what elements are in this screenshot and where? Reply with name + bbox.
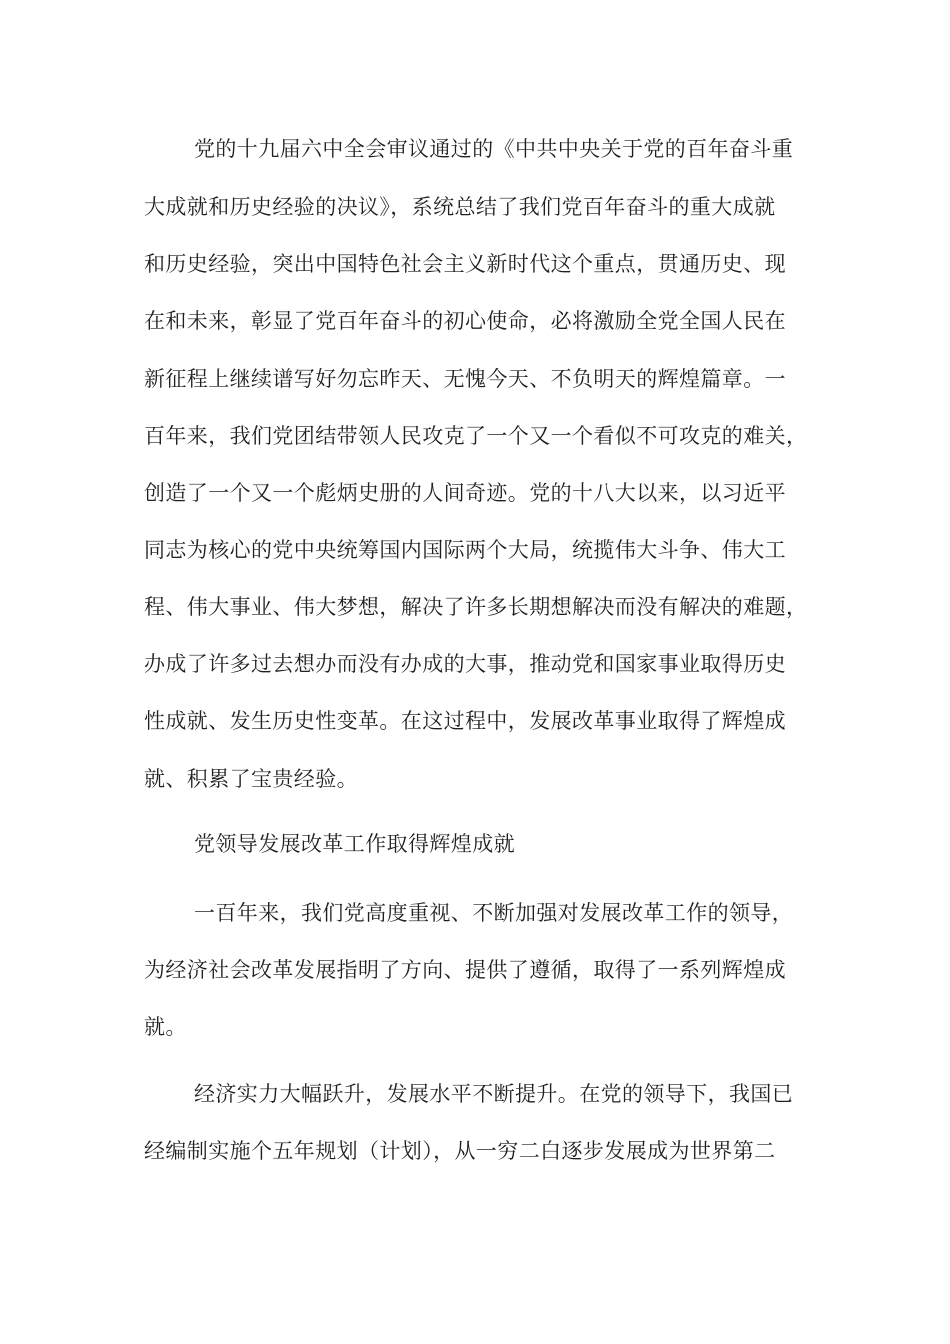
paragraph-3-line-1: 经济实力大幅跃升，发展水平不断提升。在党的领导下，我国已 bbox=[194, 1082, 794, 1106]
paragraph-1-line-5: 新征程上继续谱写好勿忘昨天、无愧今天、不负明天的辉煌篇章。一 bbox=[144, 367, 786, 391]
paragraph-1-line-12: 就、积累了宝贵经验。 bbox=[144, 767, 358, 791]
paragraph-1-line-4: 在和未来，彰显了党百年奋斗的初心使命，必将激励全党全国人民在 bbox=[144, 309, 786, 333]
paragraph-1-line-1: 党的十九届六中全会审议通过的《中共中央关于党的百年奋斗重 bbox=[194, 137, 794, 161]
paragraph-1-line-7: 创造了一个又一个彪炳史册的人间奇迹。党的十八大以来，以习近平 bbox=[144, 481, 786, 505]
paragraph-2-line-3: 就。 bbox=[144, 1015, 187, 1039]
paragraph-1-line-11: 性成就、发生历史性变革。在这过程中，发展改革事业取得了辉煌成 bbox=[144, 709, 786, 733]
paragraph-1-line-9: 程、伟大事业、伟大梦想，解决了许多长期想解决而没有解决的难题， bbox=[144, 595, 808, 619]
paragraph-3-line-2: 经编制实施个五年规划（计划），从一穷二白逐步发展成为世界第二 bbox=[144, 1139, 776, 1163]
paragraph-2-line-1: 一百年来，我们党高度重视、不断加强对发展改革工作的领导， bbox=[194, 901, 794, 925]
paragraph-1-line-3: 和历史经验，突出中国特色社会主义新时代这个重点，贯通历史、现 bbox=[144, 252, 786, 276]
paragraph-1-line-6: 百年来，我们党团结带领人民攻克了一个又一个看似不可攻克的难关， bbox=[144, 424, 808, 448]
section-heading: 党领导发展改革工作取得辉煌成就 bbox=[194, 832, 515, 856]
paragraph-2-line-2: 为经济社会改革发展指明了方向、提供了遵循，取得了一系列辉煌成 bbox=[144, 958, 786, 982]
paragraph-1-line-2: 大成就和历史经验的决议》，系统总结了我们党百年奋斗的重大成就 bbox=[144, 195, 776, 219]
paragraph-1-line-8: 同志为核心的党中央统筹国内国际两个大局，统揽伟大斗争、伟大工 bbox=[144, 538, 786, 562]
paragraph-1-line-10: 办成了许多过去想办而没有办成的大事，推动党和国家事业取得历史 bbox=[144, 652, 786, 676]
